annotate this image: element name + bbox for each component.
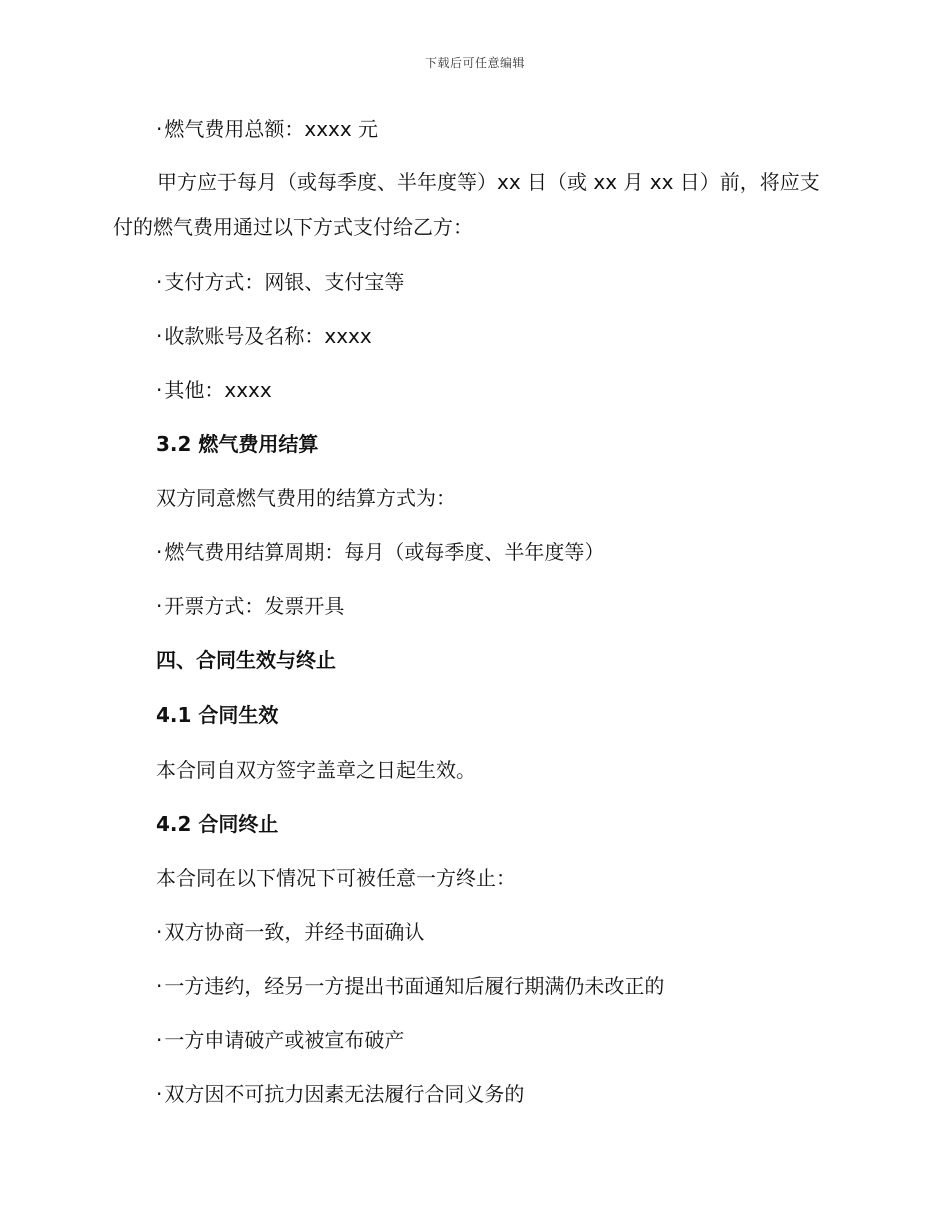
bullet: · [156, 974, 163, 998]
section-heading-4-2: 4.2 合同终止 [156, 812, 279, 836]
list-item-text: 支付方式：网银、支付宝等 [164, 270, 405, 294]
list-item-payment-method [156, 268, 404, 296]
list-item-other [156, 376, 272, 404]
list-item-text: 其他：xxxx [164, 378, 272, 402]
list-item-text: 一方违约，经另一方提出书面通知后履行期满仍未改正的 [164, 974, 665, 998]
termination-intro: 本合同在以下情况下可被任意一方终止： [156, 866, 516, 890]
list-item-text: 燃气费用结算周期：每月（或每季度、半年度等） [164, 540, 605, 564]
bullet: · [156, 1082, 163, 1106]
list-item-total [156, 115, 378, 143]
list-item-termination-4 [156, 1080, 524, 1108]
bullet: · [156, 324, 163, 348]
section-heading-4-1: 4.1 合同生效 [156, 703, 279, 727]
list-item-termination-2 [156, 972, 664, 1000]
list-item-settlement-cycle [156, 538, 604, 566]
list-item-invoice [156, 592, 344, 620]
section-heading-3-2: 3.2 燃气费用结算 [156, 432, 319, 456]
list-item-text: 一方申请破产或被宣布破产 [164, 1028, 405, 1052]
effective-text: 本合同自双方签字盖章之日起生效。 [156, 758, 476, 782]
list-item-account [156, 322, 372, 350]
bullet: · [156, 540, 163, 564]
list-item-text: 双方因不可抗力因素无法履行合同义务的 [164, 1082, 525, 1106]
list-item-termination-3 [156, 1026, 404, 1054]
list-item-text: 开票方式：发票开具 [164, 594, 345, 618]
section-heading-4: 四、合同生效与终止 [156, 648, 336, 672]
list-item-text: 燃气费用总额：xxxx 元 [164, 117, 379, 141]
settlement-intro: 双方同意燃气费用的结算方式为： [156, 486, 456, 510]
list-item-text: 收款账号及名称：xxxx [164, 324, 372, 348]
header-watermark: 下载后可任意编辑 [424, 56, 525, 70]
bullet: · [156, 117, 163, 141]
bullet: · [156, 378, 163, 402]
bullet: · [156, 594, 163, 618]
bullet: · [156, 920, 163, 944]
bullet: · [156, 1028, 163, 1052]
payment-paragraph: 甲方应于每月（或每季度、半年度等）xx 日（或 xx 月 xx 日）前，将应支付的燃气费用通过以下方式支付给乙方： [113, 170, 820, 239]
list-item-termination-1 [156, 918, 424, 946]
bullet: · [156, 270, 163, 294]
list-item-text: 双方协商一致，并经书面确认 [164, 920, 425, 944]
